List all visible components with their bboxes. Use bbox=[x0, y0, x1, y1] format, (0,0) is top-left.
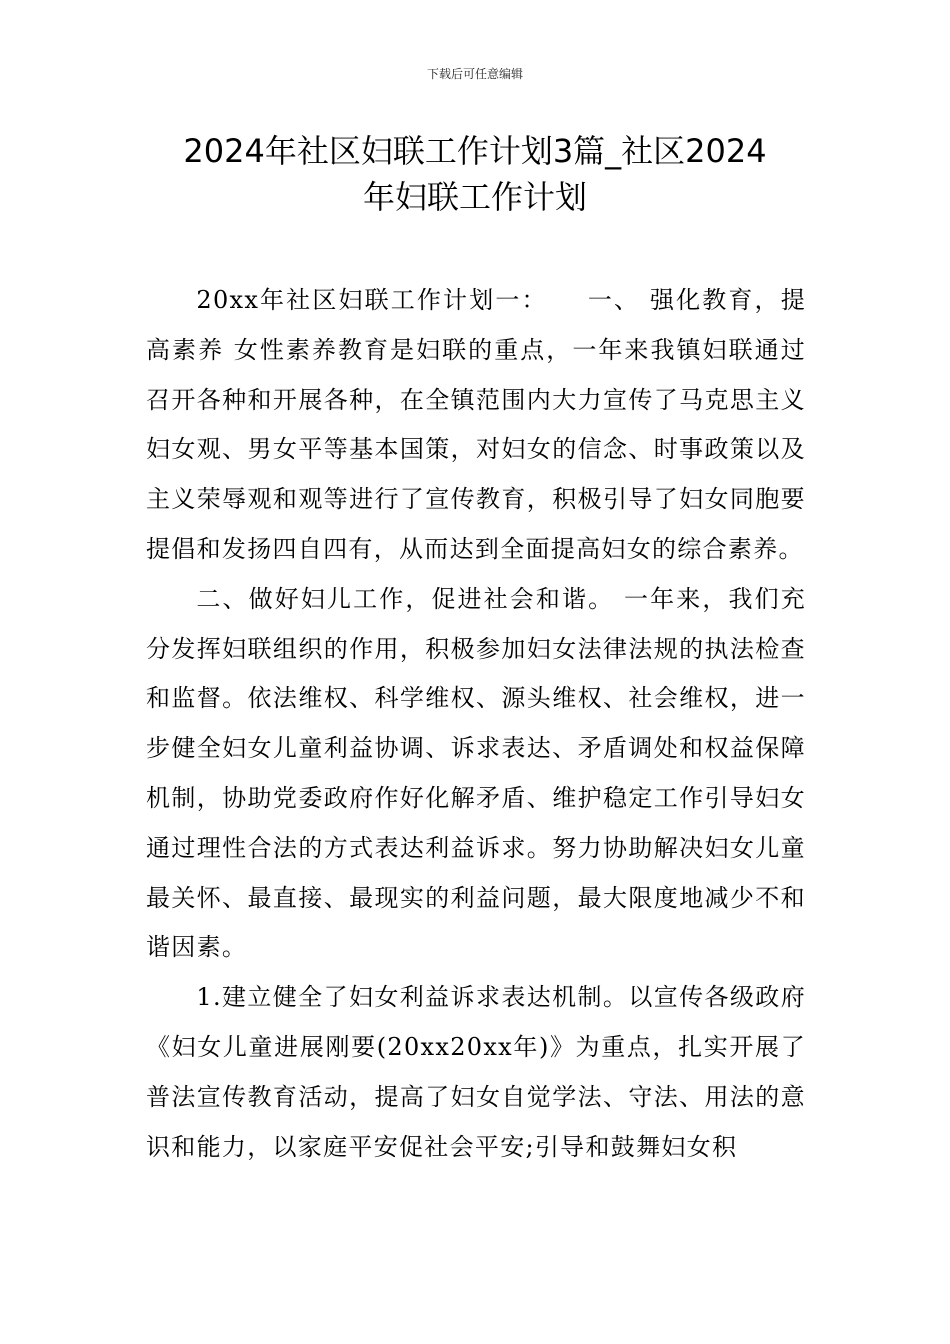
paragraph-3: 1.建立健全了妇女利益诉求表达机制。以宣传各级政府《妇女儿童进展刚要(20xx20xx年)》为重点，扎实开展了普法宣传教育活动，提高了妇女自觉学法、守法、用法的意识和能力，以家庭平安促社会平安;引导和鼓舞妇女积 bbox=[146, 983, 806, 1161]
header-note: 下载后可任意编辑 bbox=[426, 67, 523, 81]
paragraph-1: 20xx年社区妇联工作计划一： 一、 强化教育，提高素养 女性素养教育是妇联的重点，一年来我镇妇联通过召开各种和开展各种，在全镇范围内大力宣传了马克思主义妇女观、男女平等基本国策，对妇女的信念、时事政策以及主义荣辱观和观等进行了宣传教育，积极引导了妇女同胞要提倡和发扬四自四有，从而达到全面提高妇女的综合素养。 bbox=[146, 286, 806, 563]
document-title bbox=[120, 128, 830, 220]
title-line-1: 2024年社区妇联工作计划3篇_社区2024 bbox=[183, 132, 767, 170]
paragraph-2: 二、做好妇儿工作，促进社会和谐。 一年来，我们充分发挥妇联组织的作用，积极参加妇女法律法规的执法检查和监督。依法维权、科学维权、源头维权、社会维权，进一步健全妇女儿童利益协调、诉求表达、矛盾调处和权益保障机制，协助党委政府作好化解矛盾、维护稳定工作引导妇女通过理性合法的方式表达利益诉求。努力协助解决妇女儿童最关怀、最直接、最现实的利益问题，最大限度地减少不和谐因素。 bbox=[146, 584, 806, 962]
title-line-2: 年妇联工作计划 bbox=[362, 178, 587, 216]
document-body bbox=[146, 276, 806, 1172]
